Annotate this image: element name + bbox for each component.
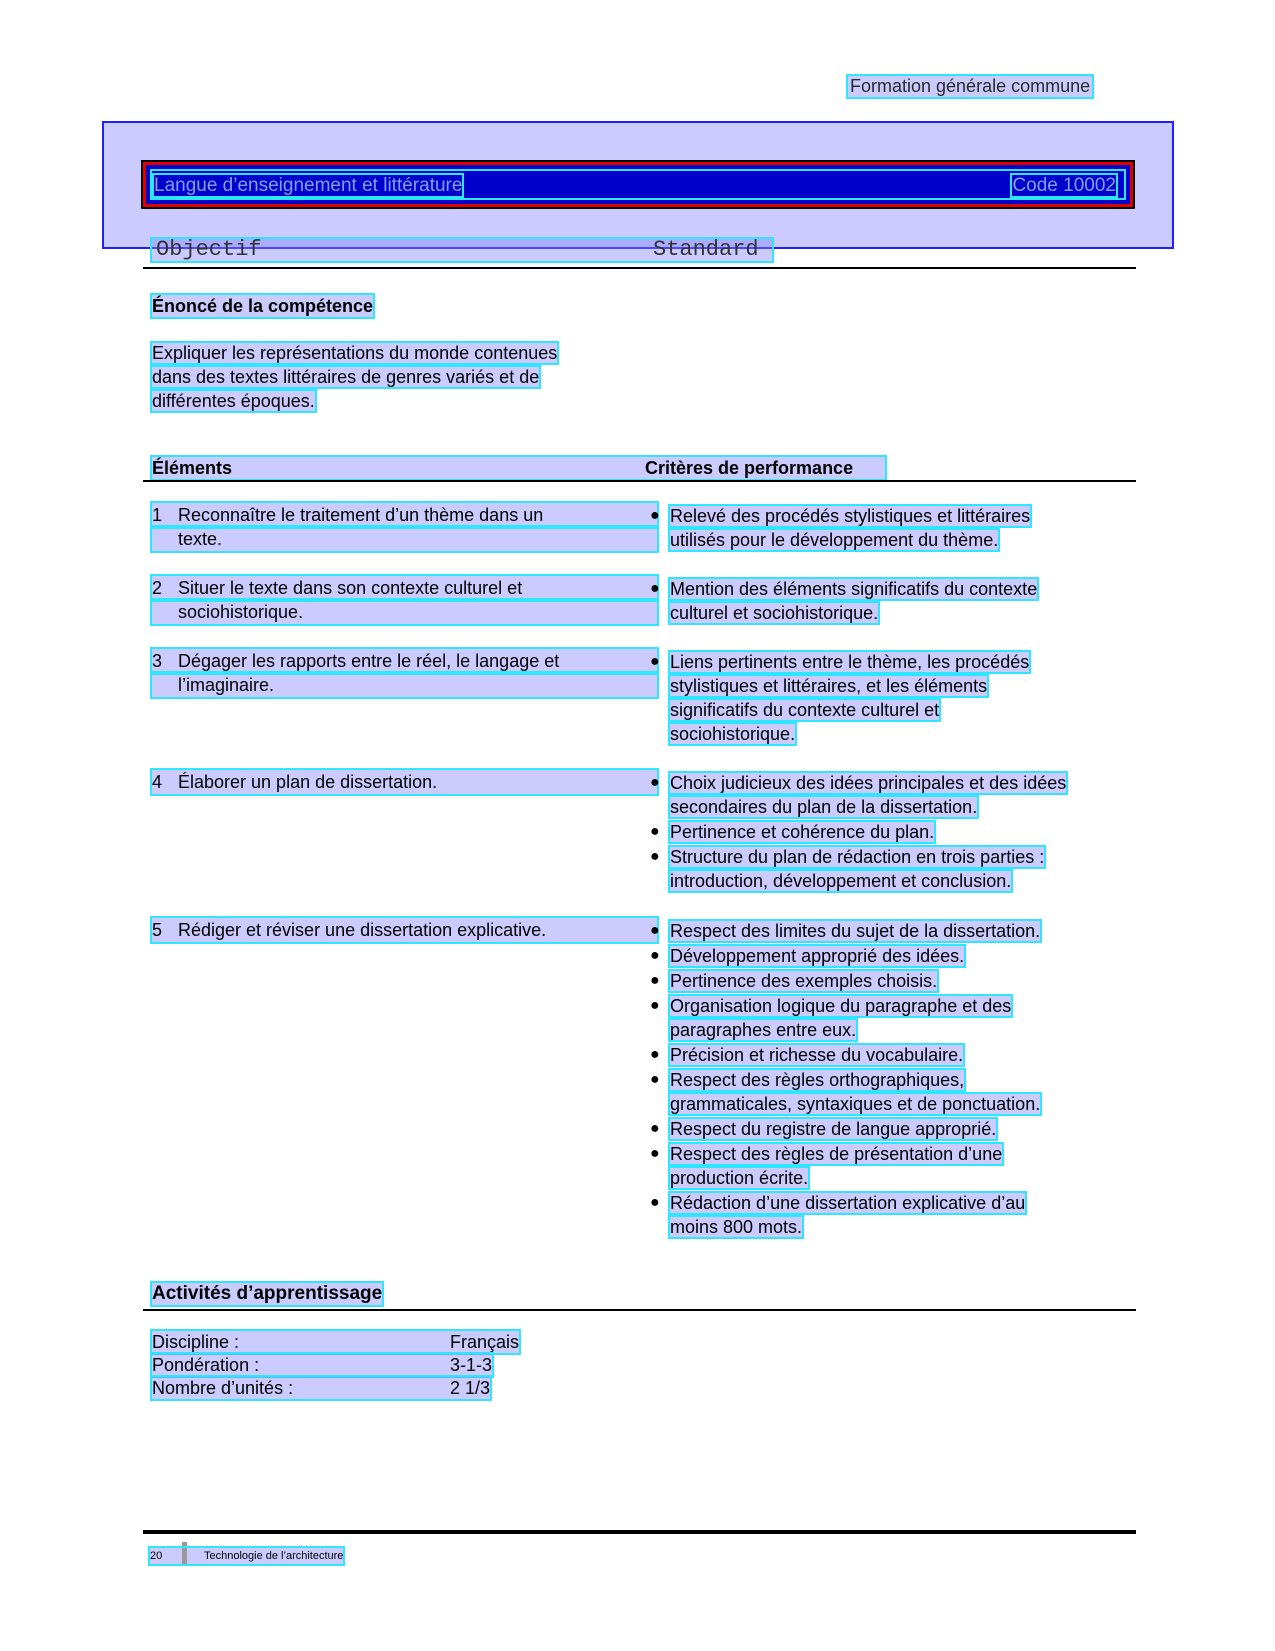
- criteria-text: secondaires du plan de la dissertation.: [670, 797, 978, 817]
- criteria-text: stylistiques et littéraires, et les éléments: [670, 676, 988, 696]
- program-label: Formation générale commune: [850, 76, 1091, 96]
- criteria-group: [648, 771, 1128, 894]
- criteria-heading: Critères de performance: [645, 458, 854, 478]
- criteria-item: [648, 845, 1128, 893]
- divider: [143, 480, 1136, 482]
- bullet-icon: ●: [650, 947, 660, 964]
- criteria-text: culturel et sociohistorique.: [670, 603, 879, 623]
- criteria-item: [648, 1043, 1128, 1067]
- element-item: 3 Dégager les rapports entre le réel, le langage et l’imaginaire.: [152, 649, 657, 697]
- criteria-item: [648, 650, 1128, 746]
- activities-heading: Activités d’apprentissage: [152, 1283, 383, 1304]
- criteria-text: Rédaction d’une dissertation explicative d’au: [670, 1193, 1026, 1213]
- criteria-text: Développement approprié des idées.: [670, 946, 965, 966]
- activity-row: Pondération : 3-1-3: [152, 1355, 493, 1375]
- page-number: 20: [150, 1549, 163, 1562]
- divider: [143, 1309, 1136, 1311]
- elements-heading: Éléments: [152, 458, 233, 478]
- criteria-group: [648, 919, 1128, 1240]
- criteria-text: production écrite.: [670, 1168, 809, 1188]
- competence-text: Expliquer les représentations du monde contenues dans des textes littéraires de genres variés et de différentes époques.: [152, 343, 558, 411]
- bullet-icon: ●: [650, 922, 660, 939]
- course-title: Langue d’enseignement et littérature: [154, 175, 463, 196]
- criteria-text: Respect des limites du sujet de la dissertation.: [670, 921, 1041, 941]
- bullet-icon: ●: [650, 972, 660, 989]
- criteria-text: Respect du registre de langue approprié.: [670, 1119, 997, 1139]
- bullet-icon: ●: [650, 1071, 660, 1088]
- criteria-text: paragraphes entre eux.: [670, 1020, 857, 1040]
- element-item: 4 Élaborer un plan de dissertation.: [152, 770, 657, 794]
- page-footer: [150, 1548, 343, 1564]
- footer-separator: [182, 1542, 187, 1564]
- bullet-icon: ●: [650, 848, 660, 865]
- criteria-item: [648, 1142, 1128, 1190]
- criteria-text: Mention des éléments significatifs du contexte: [670, 579, 1038, 599]
- footer-title: Technologie de l’architecture: [204, 1549, 344, 1562]
- element-item: 1 Reconnaître le traitement d’un thème dans un texte.: [152, 503, 657, 551]
- bullet-icon: ●: [650, 823, 660, 840]
- criteria-item: [648, 577, 1128, 625]
- criteria-text: Respect des règles de présentation d’une: [670, 1144, 1003, 1164]
- elements-header-row: [152, 457, 885, 479]
- criteria-item: [648, 504, 1128, 552]
- criteria-text: utilisés pour le développement du thème.: [670, 530, 999, 550]
- criteria-item: [648, 771, 1128, 819]
- bullet-icon: ●: [650, 507, 660, 524]
- criteria-item: [648, 919, 1128, 943]
- column-header-row: [152, 239, 772, 261]
- criteria-item: [648, 944, 1128, 968]
- criteria-text: Relevé des procédés stylistiques et littéraires: [670, 506, 1031, 526]
- criteria-text: Liens pertinents entre le thème, les procédés: [670, 652, 1030, 672]
- criteria-text: Précision et richesse du vocabulaire.: [670, 1045, 964, 1065]
- element-item: 2 Situer le texte dans son contexte culturel et sociohistorique.: [152, 576, 657, 624]
- criteria-group: [648, 650, 1128, 747]
- divider: [143, 267, 1136, 269]
- criteria-text: Choix judicieux des idées principales et des idées: [670, 773, 1067, 793]
- bullet-icon: ●: [650, 1145, 660, 1162]
- objective-label: Objectif: [156, 237, 262, 262]
- criteria-text: Pertinence et cohérence du plan.: [670, 822, 935, 842]
- criteria-text: Pertinence des exemples choisis.: [670, 971, 938, 991]
- criteria-text: moins 800 mots.: [670, 1217, 803, 1237]
- criteria-text: introduction, développement et conclusion.: [670, 871, 1012, 891]
- criteria-item: [648, 1117, 1128, 1141]
- element-item: 5 Rédiger et réviser une dissertation explicative.: [152, 918, 657, 942]
- criteria-item: [648, 994, 1128, 1042]
- criteria-text: grammaticales, syntaxiques et de ponctuation.: [670, 1094, 1041, 1114]
- criteria-item: [648, 820, 1128, 844]
- criteria-group: [648, 504, 1128, 553]
- bullet-icon: ●: [650, 653, 660, 670]
- bullet-icon: ●: [650, 1194, 660, 1211]
- standard-label: Standard: [653, 237, 759, 262]
- criteria-item: [648, 969, 1128, 993]
- criteria-text: significatifs du contexte culturel et: [670, 700, 940, 720]
- course-banner: [143, 162, 1133, 207]
- criteria-text: Structure du plan de rédaction en trois parties :: [670, 847, 1045, 867]
- criteria-text: Organisation logique du paragraphe et des: [670, 996, 1012, 1016]
- criteria-text: sociohistorique.: [670, 724, 796, 744]
- bullet-icon: ●: [650, 1046, 660, 1063]
- bullet-icon: ●: [650, 1120, 660, 1137]
- bullet-icon: ●: [650, 997, 660, 1014]
- competence-heading: Énoncé de la compétence: [152, 296, 374, 316]
- activity-row: Discipline : Français: [152, 1332, 520, 1352]
- activity-row: Nombre d’unités : 2 1/3: [152, 1378, 491, 1398]
- course-code: Code 10002: [1012, 175, 1116, 196]
- criteria-text: Respect des règles orthographiques,: [670, 1070, 965, 1090]
- criteria-group: [648, 577, 1128, 626]
- footer-rule: [143, 1530, 1136, 1534]
- bullet-icon: ●: [650, 774, 660, 791]
- criteria-item: [648, 1068, 1128, 1116]
- criteria-item: [648, 1191, 1128, 1239]
- bullet-icon: ●: [650, 580, 660, 597]
